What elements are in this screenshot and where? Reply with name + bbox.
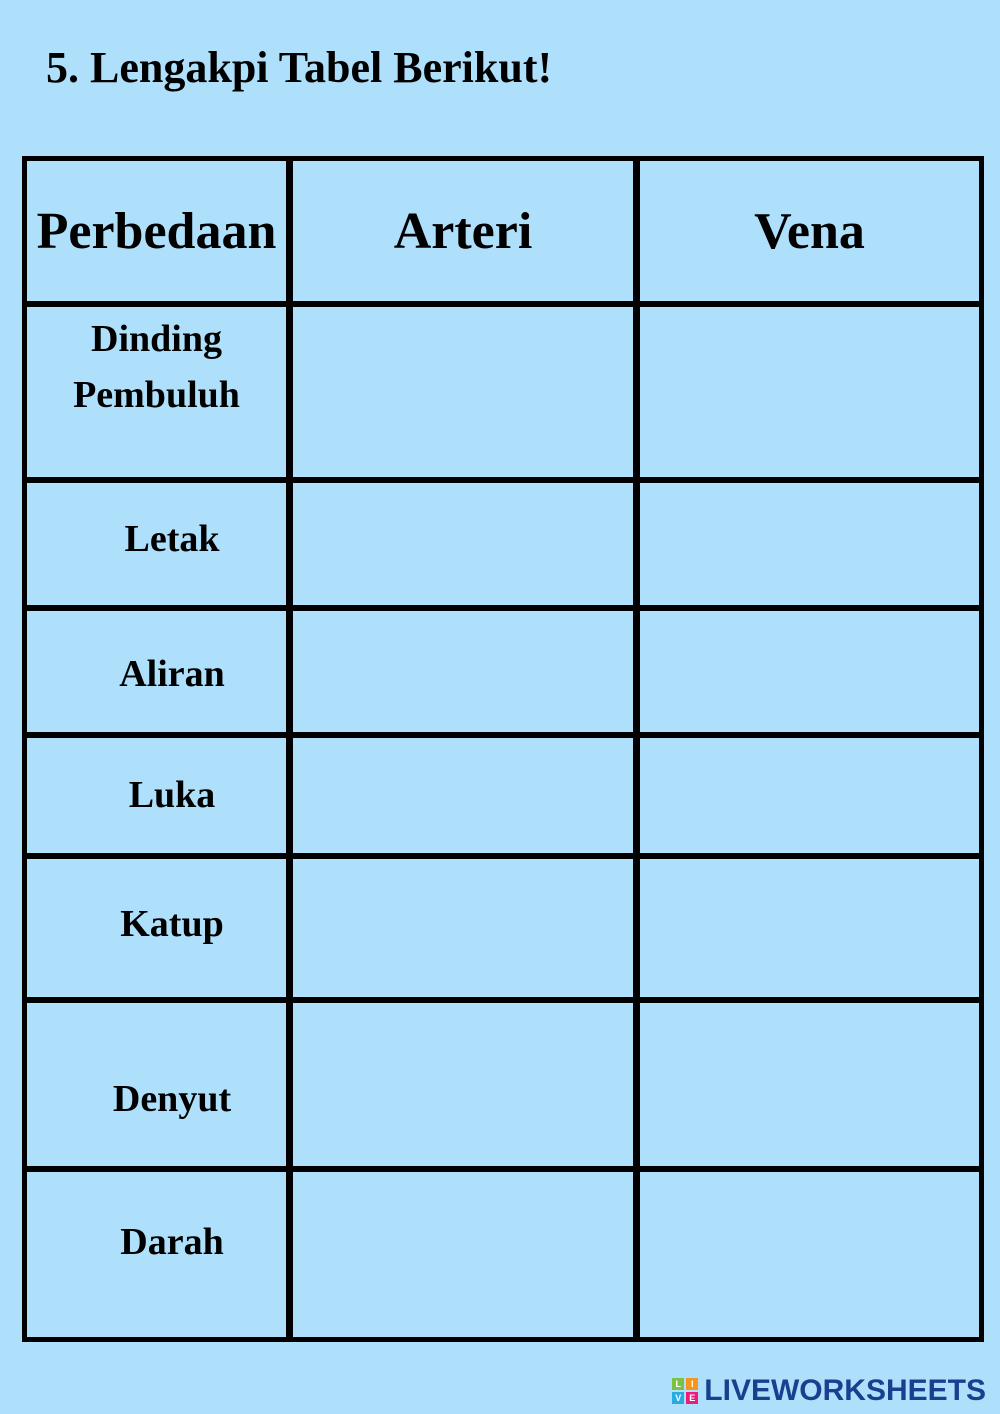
row-label-aliran: Aliran xyxy=(119,652,225,695)
answer-cell-arteri-katup[interactable] xyxy=(293,859,633,997)
answer-cell-vena-luka[interactable] xyxy=(640,738,979,853)
comparison-table xyxy=(22,156,984,1342)
answer-cell-vena-aliran[interactable] xyxy=(640,611,979,732)
answer-cell-vena-dinding[interactable] xyxy=(640,307,979,477)
row-label-darah: Darah xyxy=(120,1221,224,1263)
logo-tile: L xyxy=(672,1378,684,1390)
answer-cell-arteri-darah[interactable] xyxy=(293,1172,633,1337)
worksheet-title: 5. Lengakpi Tabel Berikut! xyxy=(46,43,553,92)
liveworksheets-brand[interactable] xyxy=(672,1374,986,1408)
answer-cell-vena-letak[interactable] xyxy=(640,483,979,605)
row-label-dinding-pembuluh xyxy=(27,307,286,427)
row-label-katup: Katup xyxy=(120,903,224,945)
row-label-luka: Luka xyxy=(128,774,216,816)
answer-cell-arteri-denyut[interactable] xyxy=(293,1003,633,1166)
row-label-letak: Letak xyxy=(124,518,220,560)
logo-tile: V xyxy=(672,1392,684,1404)
row-label-line: Dinding xyxy=(91,318,222,360)
header-arteri: Arteri xyxy=(393,202,533,260)
header-perbedaan: Perbedaan xyxy=(36,202,277,260)
logo-tile: I xyxy=(686,1378,698,1390)
column-divider xyxy=(633,161,640,1337)
answer-cell-arteri-letak[interactable] xyxy=(293,483,633,605)
answer-cell-vena-denyut[interactable] xyxy=(640,1003,979,1166)
row-label-denyut: Denyut xyxy=(112,1078,232,1120)
row-label-line: Pembuluh xyxy=(73,374,240,416)
answer-cell-arteri-dinding[interactable] xyxy=(293,307,633,477)
header-vena: Vena xyxy=(754,202,865,260)
answer-cell-arteri-luka[interactable] xyxy=(293,738,633,853)
brand-text: LIVEWORKSHEETS xyxy=(704,1374,986,1407)
liveworksheets-logo-icon xyxy=(672,1378,698,1404)
answer-cell-vena-darah[interactable] xyxy=(640,1172,979,1337)
answer-cell-vena-katup[interactable] xyxy=(640,859,979,997)
answer-cell-arteri-aliran[interactable] xyxy=(293,611,633,732)
logo-tile: E xyxy=(686,1392,698,1404)
